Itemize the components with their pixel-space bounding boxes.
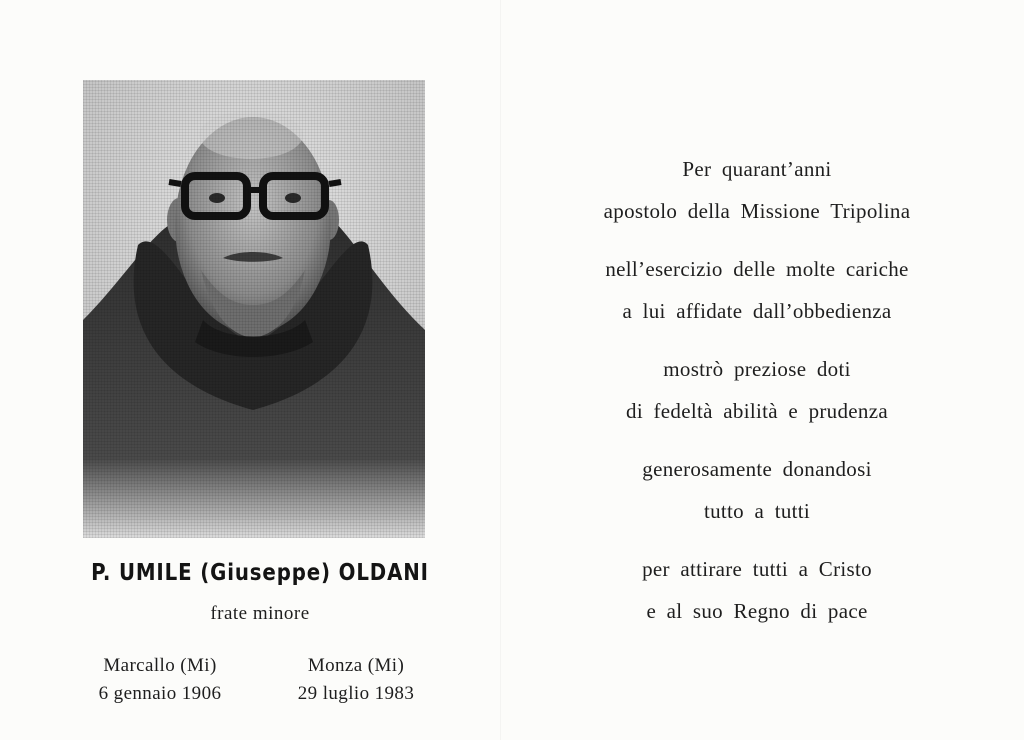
epitaph-stanza (512, 148, 1002, 232)
religious-role: frate minore (210, 603, 310, 624)
epitaph-line: nell’esercizio delle molte cariche (605, 257, 909, 281)
death-info (256, 652, 456, 708)
epitaph-line: generosamente donandosi (642, 457, 872, 481)
portrait-illustration (83, 80, 425, 538)
epitaph-stanza (512, 348, 1002, 432)
epitaph-line: tutto a tutti (703, 499, 811, 523)
birth-place: Marcallo (Mi) (103, 655, 217, 676)
epitaph-stanza (512, 448, 1002, 532)
epitaph-line: mostrò preziose doti (663, 357, 851, 381)
epitaph-stanza (512, 248, 1002, 332)
epitaph-stanza (512, 548, 1002, 632)
epitaph-line: apostolo della Missione Tripolina (603, 199, 911, 223)
death-place: Monza (Mi) (307, 655, 405, 676)
birth-date: 6 gennaio 1906 (98, 683, 222, 704)
epitaph-line: per attirare tutti a Cristo (642, 557, 872, 581)
deceased-name: P. UMILE (Giuseppe) OLDANI (91, 560, 429, 586)
epitaph-line: di fedeltà abilità e prudenza (626, 399, 888, 423)
epitaph-line: e al suo Regno di pace (646, 599, 868, 623)
birth-info (60, 652, 260, 708)
epitaph-line: Per quarant’anni (682, 157, 832, 181)
right-panel (512, 0, 1024, 740)
epitaph-line: a lui affidate dall’obbedienza (622, 299, 892, 323)
death-date: 29 luglio 1983 (297, 683, 415, 704)
portrait-photo (83, 80, 425, 538)
